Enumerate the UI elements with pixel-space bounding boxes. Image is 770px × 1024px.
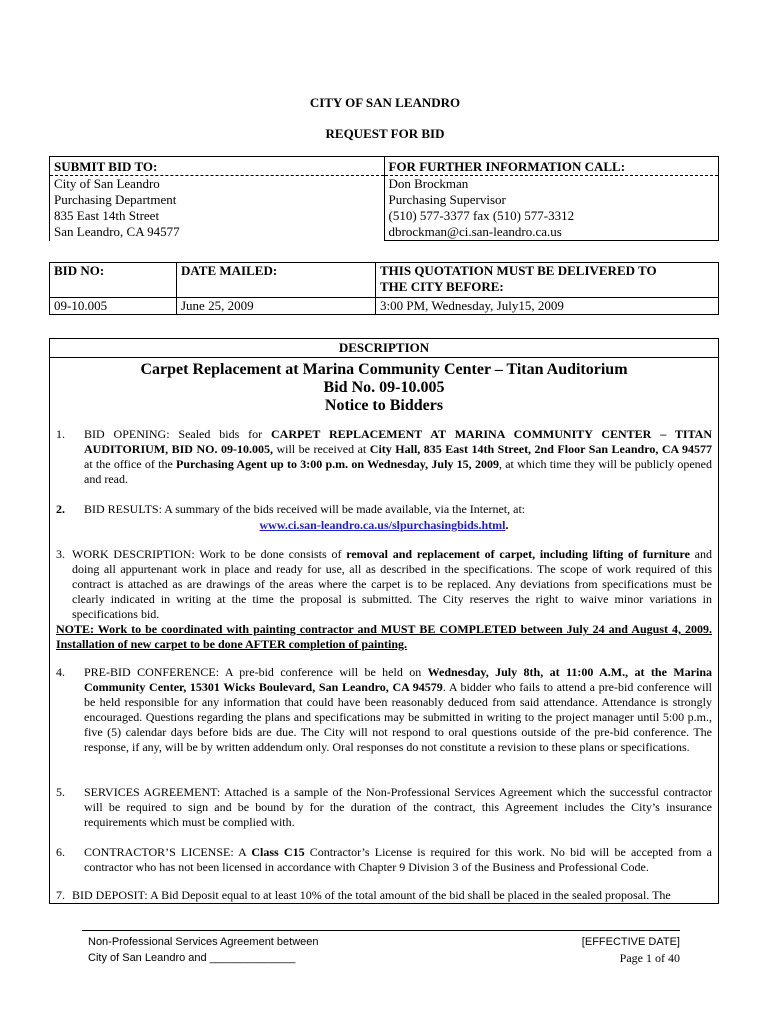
paragraph-work-description [56, 547, 712, 622]
paragraph-number: 3. [56, 547, 65, 561]
bids-link[interactable]: www.ci.san-leandro.ca.us/slpurchasingbids.html [259, 518, 506, 532]
submit-line: San Leandro, CA 94577 [54, 224, 180, 239]
text-bold: CARPET REPLACEMENT AT MARINA COMMUNITY CENTER – TITAN AUDITORIUM, BID NO. 09-10.005, [84, 427, 712, 456]
paragraph-license [56, 845, 712, 875]
paragraph-number: 2. [56, 502, 65, 516]
paragraph-note: NOTE: Work to be coordinated with painting contractor and MUST BE COMPLETED between July 24 and August 4, 2009. Installation of new carpet to be done AFTER completion of painting. [56, 622, 712, 651]
paragraph-number: 6. [56, 845, 65, 859]
notice-title: Notice to Bidders [324, 397, 444, 414]
bid-no-value: 09-10.005 [50, 298, 177, 315]
text: . [505, 518, 509, 532]
paragraph-number: 7. [56, 888, 65, 902]
paragraph-pre-bid [56, 665, 712, 755]
deliver-label-line: THIS QUOTATION MUST BE DELIVERED TO [380, 263, 657, 278]
description-heading: DESCRIPTION [50, 339, 718, 358]
text: WORK DESCRIPTION: Work to be done consists of [72, 547, 347, 561]
deliver-label-line: THE CITY BEFORE: [380, 279, 504, 294]
doc-type-heading: REQUEST FOR BID [325, 126, 445, 141]
text: . A bidder who fails to attend a pre-bid conference will be held responsible for any information that could have been reasonably deduced from said attendance. Attendance is strongly encouraged. Questions regarding the plans and specifications may be submitted in writing to the project manager until 5:00 p.m., five (5) calendar days before bids are due. The City will not respond to oral questions outside of the pre-bid conference. The response, if any, will be by written addendum only. Oral responses do not constitute a revision to these plans or specifications. [84, 680, 712, 754]
info-line: Purchasing Supervisor [388, 192, 506, 207]
page-number: Page 1 of 40 [619, 951, 680, 965]
footer-rule [82, 930, 680, 931]
submit-heading: SUBMIT BID TO: [50, 159, 384, 176]
paragraph-number: 4. [56, 665, 65, 679]
text: and doing all appurtenant work in place and ready for use, all as described in the specifications. The scope of work required of this contract is attached as are drawings of the areas where the carpet is to be replaced. Any deviations from specifications must be clearly indicated in writing at the time the proposal is submitted. The City reserves the right to waive minor variations in specifications bid. [72, 547, 712, 621]
bid-table [49, 262, 719, 315]
text: BID RESULTS: A summary of the bids received will be made available, via the Internet, at: [84, 502, 526, 516]
description-box [49, 338, 719, 904]
description-title: Carpet Replacement at Marina Community Center – Titan Auditorium [140, 361, 628, 378]
deliver-label [376, 263, 719, 298]
submit-line: 835 East 14th Street [54, 208, 160, 223]
text: at the office of the [84, 457, 177, 471]
footer-right [582, 934, 680, 966]
text: Contractor’s License is required for this work. No bid will be accepted from a contractor who has not been licensed in accordance with Chapter 9 Division 3 of the Business and Professional Code. [84, 845, 712, 874]
text: SERVICES AGREEMENT: Attached is a sample of the Non-Professional Services Agreement which the successful contractor will be required to sign and be bound by for the duration of the contract, this Agreement includes the City’s insurance requirements which must be complied with. [84, 785, 712, 829]
footer-left [88, 934, 319, 966]
text-bold: Purchasing Agent up to 3:00 p.m. on Wednesday, July 15, 2009 [176, 457, 499, 471]
footer-city-text: City of San Leandro and ______________ [88, 952, 296, 964]
text: BID DEPOSIT: A Bid Deposit equal to at least 10% of the total amount of the bid shall be placed in the sealed proposal. The [72, 888, 671, 902]
info-heading: FOR FURTHER INFORMATION CALL: [385, 159, 719, 176]
paragraph-services-agreement [56, 785, 712, 830]
info-line: Don Brockman [388, 176, 469, 191]
paragraph-number: 5. [56, 785, 65, 799]
date-mailed-label: DATE MAILED: [177, 263, 376, 298]
date-mailed-value: June 25, 2009 [177, 298, 376, 315]
submit-cell [50, 157, 385, 241]
text-bold: Wednesday, July 8th, at 11:00 A.M., at the Marina Community Center, 15301 Wicks Boulevard, San Leandro, CA 94579 [84, 665, 712, 694]
text-bold: removal and replacement of carpet, including lifting of furniture [346, 547, 690, 561]
text: will be received at [272, 442, 370, 456]
bid-no-label: BID NO: [50, 263, 177, 298]
text: , at which time they will be publicly opened and read. [84, 457, 712, 486]
city-heading: CITY OF SAN LEANDRO [309, 95, 461, 110]
submit-line: Purchasing Department [54, 192, 177, 207]
deadline-value: 3:00 PM, Wednesday, July15, 2009 [376, 298, 719, 315]
text: PRE-BID CONFERENCE: A pre-bid conference will be held on [84, 665, 428, 679]
text: BID OPENING: Sealed bids for [84, 427, 271, 441]
info-line: (510) 577-3377 fax (510) 577-3312 [388, 208, 575, 223]
paragraph-bid-opening [56, 427, 712, 487]
text-bold: City Hall, 835 East 14th Street, 2nd Floor San Leandro, CA 94577 [369, 442, 712, 456]
contact-table [49, 156, 719, 241]
paragraph-number: 1. [56, 427, 65, 441]
text-bold: Class C15 [251, 845, 305, 859]
bid-number-title: Bid No. 09-10.005 [323, 379, 445, 396]
footer-agreement-text: Non-Professional Services Agreement between [88, 936, 319, 948]
paragraph-bid-deposit [56, 888, 712, 903]
info-email: dbrockman@ci.san-leandro.ca.us [388, 224, 562, 239]
effective-date: [EFFECTIVE DATE] [581, 936, 680, 948]
info-cell [384, 157, 719, 241]
submit-line: City of San Leandro [54, 176, 160, 191]
text: CONTRACTOR’S LICENSE: A [84, 845, 252, 859]
paragraph-bid-results [56, 502, 712, 533]
